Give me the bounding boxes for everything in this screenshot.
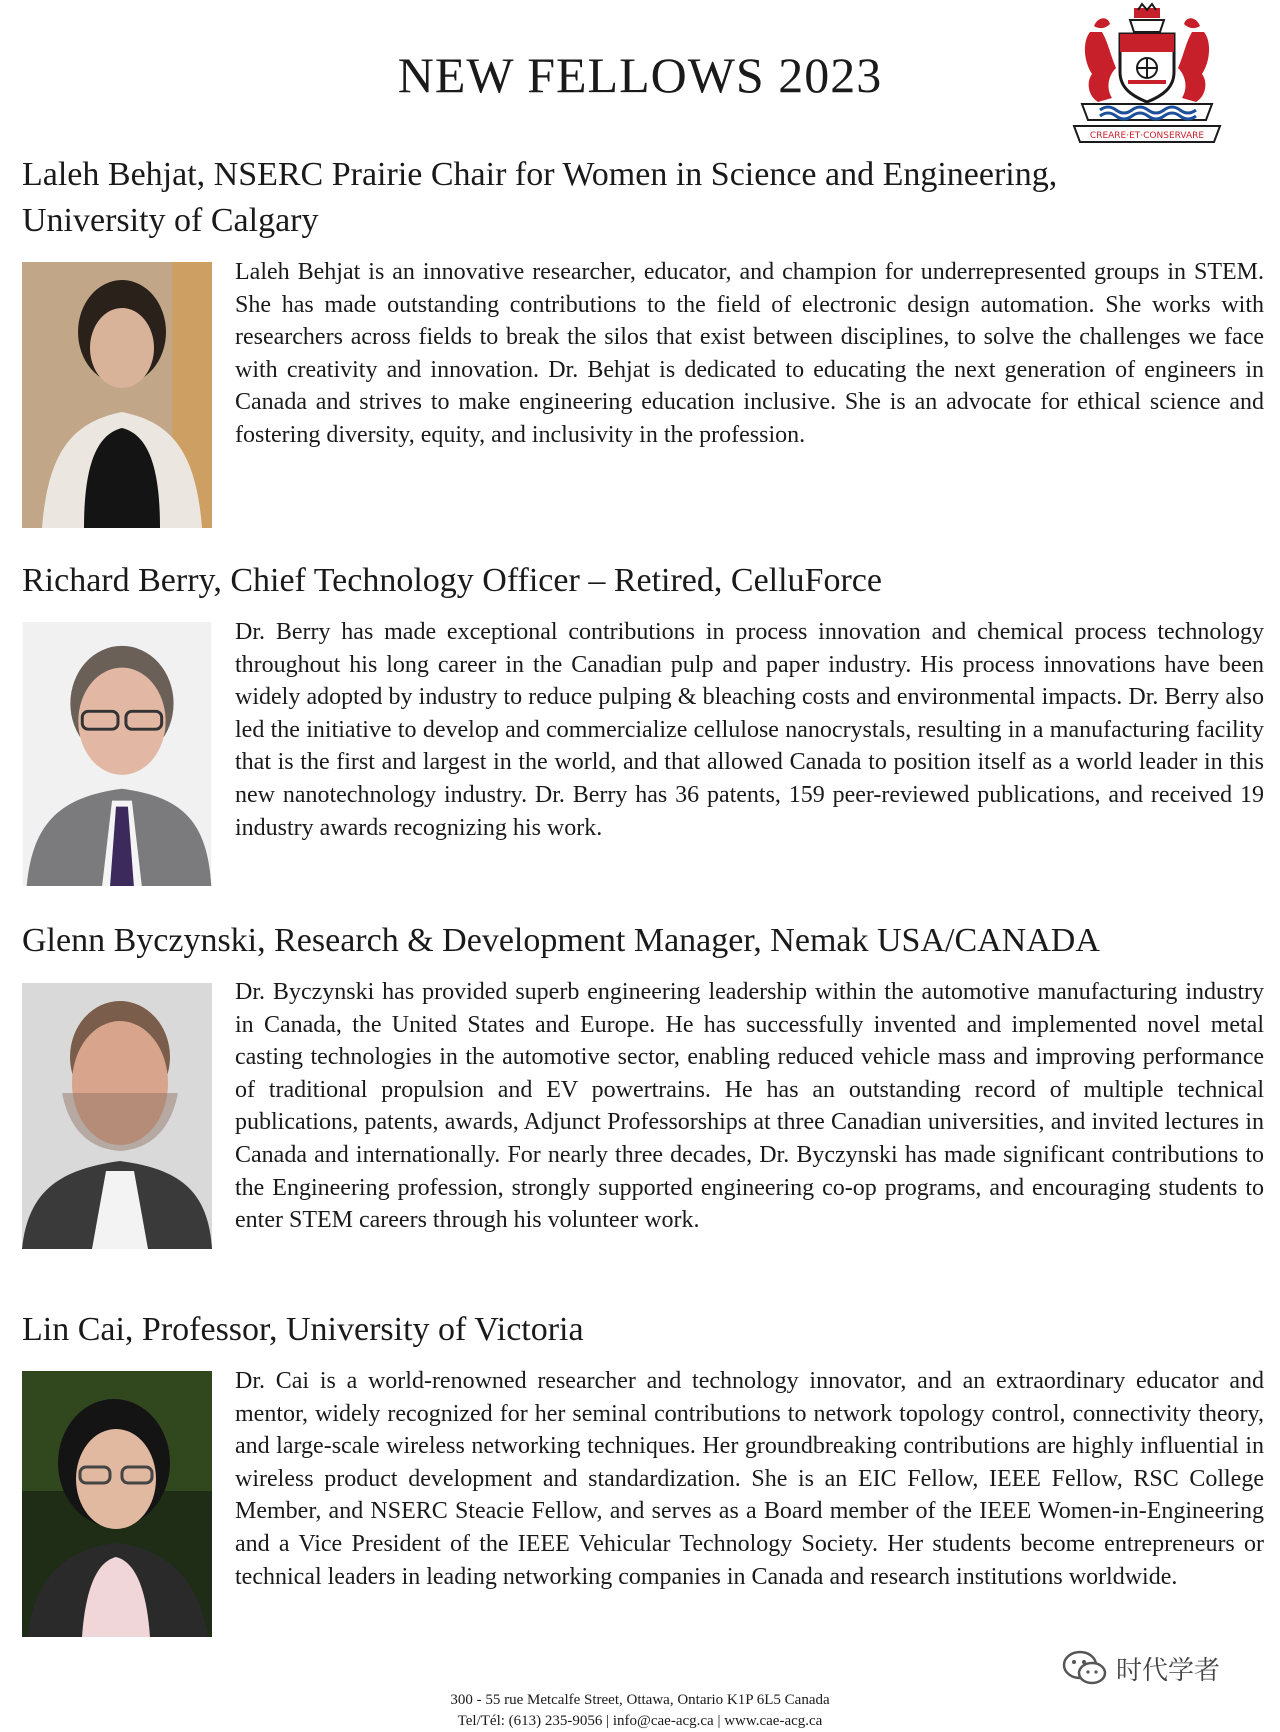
wechat-icon xyxy=(1062,1649,1108,1687)
cae-crest-logo xyxy=(1072,2,1222,148)
page-title: NEW FELLOWS 2023 xyxy=(397,47,883,103)
fellow-portrait xyxy=(22,982,212,1250)
fellow-entry xyxy=(22,918,1264,1234)
svg-text:CREARE·ET·CONSERVARE: CREARE·ET·CONSERVARE xyxy=(1089,131,1205,141)
fellow-entry xyxy=(22,152,1264,448)
fellow-portrait xyxy=(22,622,212,886)
fellow-heading: Richard Berry, Chief Technology Officer – Retired, CelluForce xyxy=(22,562,882,599)
fellow-heading: Laleh Behjat, NSERC Prairie Chair for Women in Science and Engineering, University of Calgary xyxy=(22,156,1058,239)
footer-contact: Tel/Tél: (613) 235-9056 | info@cae-acg.ca | www.cae-acg.ca xyxy=(457,1713,823,1729)
watermark xyxy=(1062,1644,1262,1692)
fellow-entry xyxy=(22,1307,1264,1590)
watermark-label: 时代学者 xyxy=(1116,1655,1221,1686)
footer-address: 300 - 55 rue Metcalfe Street, Ottawa, Ontario K1P 6L5 Canada xyxy=(450,1692,830,1708)
fellow-portrait xyxy=(22,1371,212,1637)
fellow-heading: Lin Cai, Professor, University of Victoria xyxy=(22,1311,584,1348)
fellow-bio: Dr. Byczynski has provided superb engineering leadership within the automotive manufacturing industry in Canada, the United States and Europe. He has successfully invented and implemented novel metal casting technologies in the automotive sector, enabling reduced vehicle mass and improving performance of traditional propulsion and EV powertrains. He has an outstanding record of multiple technical publications, patents, awards, Adjunct Professorships at three Canadian universities, and invited lectures in Canada and internationally. For nearly three decades, Dr. Byczynski has made significant contributions to the Engineering profession, strongly supported engineering co-op programs, and encouraging students to enter STEM careers through his volunteer work. xyxy=(235,979,1264,1234)
fellow-portrait xyxy=(22,262,212,528)
footer xyxy=(0,1690,1280,1732)
fellow-bio: Dr. Berry has made exceptional contributions in process innovation and chemical process technology throughout his long career in the Canadian pulp and paper industry. His process innovations have been widely adopted by industry to reduce pulping & bleaching costs and environmental impacts. Dr. Berry also led the initiative to develop and commercialize cellulose nanocrystals, resulting in a manufacturing facility that is the first and largest in the world, and that allowed Canada to position itself as a world leader in this new nanotechnology industry. Dr. Berry has 36 patents, 159 peer-reviewed publications, and received 19 industry awards recognizing his work. xyxy=(235,619,1264,841)
fellow-bio: Laleh Behjat is an innovative researcher, educator, and champion for underrepresented groups in STEM. She has made outstanding contributions to the field of electronic design automation. She works with researchers across fields to break the silos that exist between disciplines, to solve the challenges we face with creativity and innovation. Dr. Behjat is dedicated to educating the next generation of engineers in Canada and strives to make engineering education inclusive. She is an advocate for ethical science and fostering diversity, equity, and inclusivity in the profession. xyxy=(235,259,1264,448)
fellow-heading: Glenn Byczynski, Research & Development Manager, Nemak USA/CANADA xyxy=(22,922,1100,959)
fellow-bio: Dr. Cai is a world-renowned researcher and technology innovator, and an extraordinary educator and mentor, widely recognized for her seminal contributions to network topology control, connectivity theory, and large-scale wireless networking techniques. Her groundbreaking contributions are highly influential in wireless product development and standardization. She is an EIC Fellow, IEEE Fellow, RSC College Member, and NSERC Steacie Fellow, and serves as a Board member of the IEEE Women-in-Engineering and a Vice President of the IEEE Vehicular Technology Society. Her students become entrepreneurs or technical leaders in leading networking companies in Canada and research institutions worldwide. xyxy=(235,1368,1264,1590)
fellow-entry xyxy=(22,558,1264,841)
